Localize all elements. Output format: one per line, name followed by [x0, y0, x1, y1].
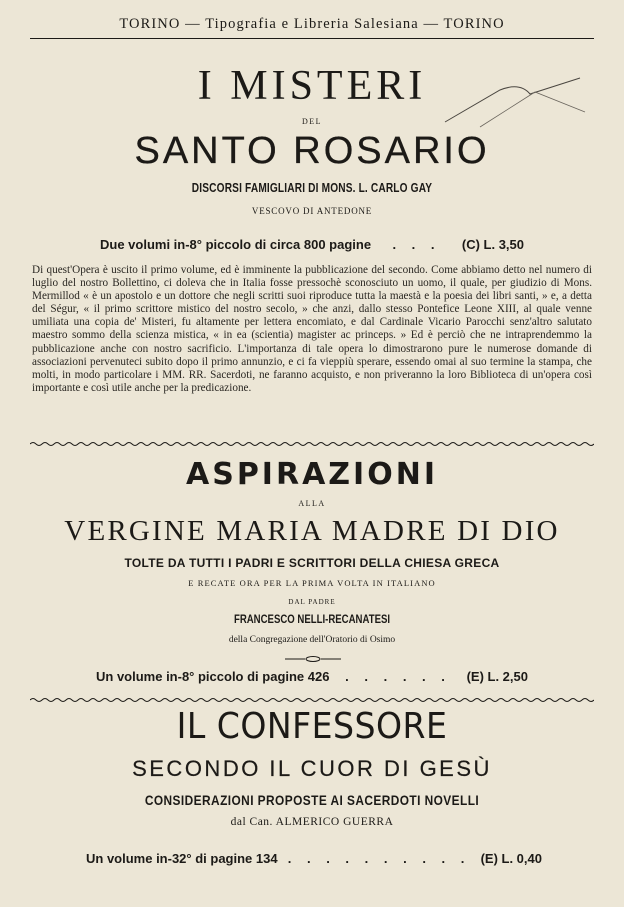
- book2-subtitle: VERGINE MARIA MADRE DI DIO: [64, 515, 560, 547]
- book3-price-desc: Un volume in-32° di pagine 134: [86, 851, 278, 866]
- book1-author-role: VESCOVO DI ANTEDONE: [251, 206, 373, 216]
- book2-title-sub: ALLA: [298, 499, 326, 508]
- book2-title: ASPIRAZIONI: [186, 457, 438, 492]
- book1-title-line1: I MISTERI: [197, 63, 427, 109]
- book3-author: dal Can. ALMERICO GUERRA: [230, 816, 394, 828]
- book2-price-line: [96, 669, 528, 684]
- publisher-header: TORINO — Tipografia e Libreria Salesiana — TORINO: [119, 16, 505, 32]
- book2-price-dots: . . . . . .: [345, 669, 451, 684]
- ornament-divider: [285, 655, 341, 663]
- book1-price-value: (C) L. 3,50: [461, 237, 524, 252]
- book3-price-line: [86, 851, 542, 866]
- book1-title-sub: DEL: [301, 117, 323, 126]
- book1-price-dots: . . .: [392, 237, 441, 252]
- book3-price-dots: . . . . . . . . . .: [287, 851, 471, 866]
- section-divider-2: [30, 697, 594, 703]
- book3-title: IL CONFESSORE: [176, 706, 448, 747]
- header-rule: [30, 38, 594, 39]
- book2-line2: E RECATE ORA PER LA PRIMA VOLTA IN ITALIANO: [188, 578, 436, 588]
- book1-description: Di quest'Opera è uscito il primo volume, ed è imminente la pubblicazione del secondo. Come abbiamo detto nel numero di luglio del nostro Bollettino, ci doleva che in Italia fosse pressochè sconosciuto un uomo, il quale, per giudizio di Mons. Mermillod « è un apostolo e un dottore che negli scritti suoi riproduce tutta la maestà e la poesia dei libri santi, » e, a detta del Ségur, « il primo scrittore mistico del nostro secolo, » che anzi, dallo stesso Pontefice Leone XIII, al quale venne umiliata una copia de' Misteri, fu altamente per lettera encomiato, e dal Cardinale Vicario Parocchi senz'altro salutato maestro sommo della scienza mistica, « in ea (scientia) magister ac princeps. » Ed è perciò che ne intraprendemmo la pubblicazione anche con nostro sacrificio. L'importanza di tale opera lo dimostrarono pure le numerose domande di associazioni pervenuteci subito dopo il primo annunzio, e ci fa vieppiù sperare, essendo omai al suo termine la stampa, che molti, in modo particolare i MM. RR. Sacerdoti, ne faranno acquisto, e non priveranno la loro Biblioteca di un'opera così importante e così utile anche per la predicazione.: [32, 264, 592, 394]
- book3-price-value: (E) L. 0,40: [480, 851, 542, 866]
- book2-line3: DAL PADRE: [288, 598, 336, 606]
- book2-editor-role: della Congregazione dell'Oratorio di Osimo: [228, 635, 396, 645]
- book1-title-line2: SANTO ROSARIO: [134, 130, 490, 172]
- section-divider-1: [30, 441, 594, 447]
- book3-subtitle: SECONDO IL CUOR DI GESÙ: [132, 756, 492, 781]
- book3-line1: CONSIDERAZIONI PROPOSTE AI SACERDOTI NOVELLI: [144, 792, 480, 808]
- book2-line1: TOLTE DA TUTTI I PADRI E SCRITTORI DELLA CHIESA GRECA: [124, 556, 500, 570]
- book1-price-line: [100, 237, 524, 252]
- book2-price-desc: Un volume in-8° piccolo di pagine 426: [96, 669, 330, 684]
- book2-price-value: (E) L. 2,50: [466, 669, 528, 684]
- book1-author: DISCORSI FAMIGLIARI DI MONS. L. CARLO GAY: [191, 180, 433, 195]
- book2-editor: FRANCESCO NELLI-RECANATESI: [233, 612, 391, 626]
- book1-price-desc: Due volumi in-8° piccolo di circa 800 pagine: [100, 237, 372, 252]
